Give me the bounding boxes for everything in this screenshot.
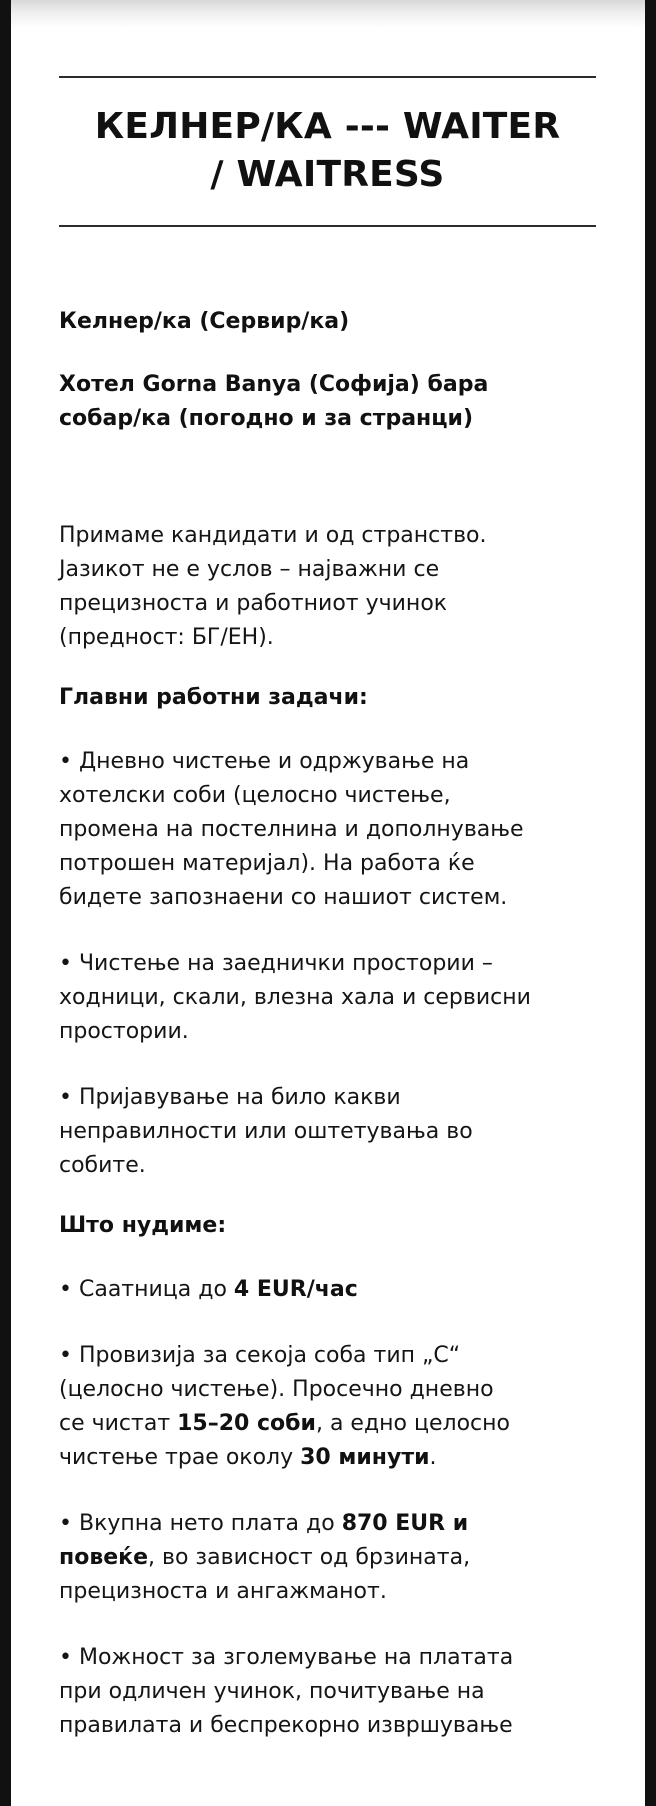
task-1-line-3: промена на постелнина и дополнување [59, 817, 524, 842]
task-3-line-2: неправилности или оштетувања во [59, 1119, 473, 1144]
task-1-line-1: • Дневно чистење и одржување на [59, 749, 470, 774]
offer-2-line-4-suffix: . [429, 1445, 437, 1470]
offer-heading: Што нудиме: [59, 1213, 227, 1238]
offer-2-line-3-suffix: , а едно целосно [315, 1411, 510, 1436]
offer-item-4 [59, 1641, 596, 1743]
offer-3-more: повеќе [59, 1545, 149, 1570]
offer-4-line-3: правилата и беспрекорно извршување [59, 1713, 513, 1738]
task-item-3 [59, 1081, 596, 1183]
hotel-statement [59, 368, 596, 436]
title-top-divider [59, 76, 596, 78]
task-1-line-2: хотелски соби (целосно чистење, [59, 783, 451, 808]
role-subheading: Келнер/ка (Сервир/ка) [59, 309, 350, 334]
offer-4-line-1: • Можност за зголемување на платата [59, 1645, 514, 1670]
offer-item-2 [59, 1339, 596, 1475]
intro-line-1: Примаме кандидати и од странство. [59, 523, 487, 548]
hotel-statement-line-2: собар/ка (погодно и за странци) [59, 406, 474, 431]
intro-line-3: прецизноста и работниот учинок [59, 591, 448, 616]
offer-2-line-3-prefix: се чистат [59, 1411, 178, 1436]
offer-2-line-1: • Провизија за секоја соба тип „С“ [59, 1343, 461, 1368]
offer-2-duration: 30 минути [300, 1445, 430, 1470]
title-bottom-divider [59, 225, 596, 227]
offer-4-line-2: при одличен учинок, почитување на [59, 1679, 485, 1704]
top-shadow [11, 0, 645, 28]
intro-line-4: (предност: БГ/ЕН). [59, 625, 274, 650]
job-post-content [59, 76, 596, 1743]
task-2-line-2: ходници, скали, влезна хала и сервисни [59, 985, 531, 1010]
offer-3-salary: 870 EUR и [341, 1511, 469, 1536]
task-2-line-3: простории. [59, 1019, 189, 1044]
task-3-line-1: • Пријавување на било какви [59, 1085, 401, 1110]
job-title-line-2: / WAITRESS [210, 154, 445, 195]
offer-item-3 [59, 1507, 596, 1609]
left-frame-border [0, 0, 11, 1806]
offer-1-prefix: • Саатница до [59, 1277, 234, 1302]
tasks-heading: Главни работни задачи: [59, 685, 368, 710]
offer-2-line-4-prefix: чистење трае околу [59, 1445, 301, 1470]
right-frame-border [645, 0, 656, 1806]
offer-3-line-3: прецизноста и ангажманот. [59, 1579, 387, 1604]
job-title-line-1: КЕЛНЕР/КА --- WAITER [94, 106, 561, 147]
task-1-line-4: потрошен материјал). На работа ќе [59, 851, 475, 876]
task-item-2 [59, 947, 596, 1049]
offer-2-room-count: 15–20 соби [177, 1411, 316, 1436]
intro-paragraph [59, 519, 596, 655]
task-2-line-1: • Чистење на заеднички простории – [59, 951, 493, 976]
job-title [59, 103, 596, 203]
task-1-line-5: бидете запознаени со нашиот систем. [59, 885, 508, 910]
offer-item-1 [59, 1273, 596, 1307]
task-item-1 [59, 745, 596, 915]
offer-3-line-2-suffix: , во зависност од брзината, [148, 1545, 471, 1570]
task-3-line-3: собите. [59, 1153, 146, 1178]
offer-1-rate: 4 EUR/час [233, 1277, 358, 1302]
intro-line-2: Јазикот не е услов – најважни се [59, 557, 440, 582]
offer-2-line-2: (целосно чистење). Просечно дневно [59, 1377, 494, 1402]
offer-3-line-1-prefix: • Вкупна нето плата до [59, 1511, 342, 1536]
hotel-statement-line-1: Хотел Gorna Banya (Софија) бара [59, 372, 489, 397]
